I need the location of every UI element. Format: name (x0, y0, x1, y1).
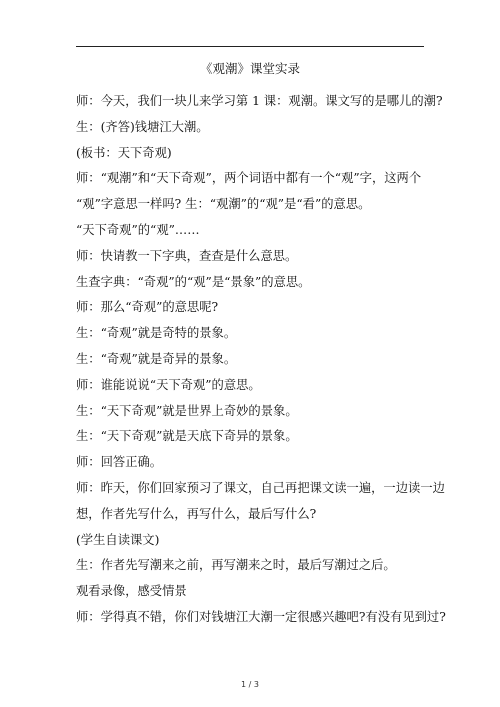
transcript-line: (学生自读课文) (76, 532, 160, 547)
transcript-line: 观看录像，感受情景 (76, 584, 187, 599)
transcript-line: (板书：天下奇观) (76, 145, 172, 160)
transcript-line: 师：昨天，你们回家预习了课文，自己再把课文读一遍，一边读一边 (76, 480, 445, 495)
transcript-line: 师：今天，我们一块儿来学习第 1 课：观潮。课文写的是哪儿的潮? (76, 94, 443, 108)
page-number: 1 / 3 (241, 680, 259, 689)
transcript-line: 生：(齐答)钱塘江大潮。 (76, 119, 209, 134)
transcript-line: 生：作者先写潮来之前，再写潮来之时，最后写潮过之后。 (76, 558, 396, 573)
transcript-line: 师：“观潮”和“天下奇观”，两个词语中都有一个“观”字，这两个 (76, 171, 422, 186)
transcript-line: 生：“奇观”就是奇异的景象。 (76, 351, 237, 366)
transcript-line: 生查字典：“奇观”的“观”是“景象”的意思。 (76, 274, 311, 289)
transcript-line: “观”字意思一样吗? 生：“观潮”的“观”是“看”的意思。 (76, 197, 371, 212)
transcript-line: 师：学得真不错，你们对钱塘江大潮一定很感兴趣吧?有没有见到过? (76, 609, 446, 624)
transcript-line: 师：那么“奇观”的意思呢? (76, 300, 219, 315)
transcript-line: 想，作者先写什么，再写什么，最后写什么? (76, 506, 317, 521)
transcript-line: 生：“天下奇观”就是世界上奇妙的景象。 (76, 403, 298, 418)
transcript-body (76, 92, 446, 634)
transcript-line: 师：快请教一下字典，查查是什么意思。 (76, 248, 298, 263)
header-rule (76, 46, 424, 47)
transcript-line: “天下奇观”的“观”…… (76, 222, 200, 237)
transcript-line: 生：“奇观”就是奇特的景象。 (76, 326, 237, 341)
document-title: 《观潮》课堂实录 (199, 61, 300, 76)
transcript-line: 师：谁能说说“天下奇观”的意思。 (76, 377, 261, 392)
transcript-line: 生：“天下奇观”就是天底下奇异的景象。 (76, 429, 298, 444)
transcript-line: 师：回答正确。 (76, 455, 163, 470)
